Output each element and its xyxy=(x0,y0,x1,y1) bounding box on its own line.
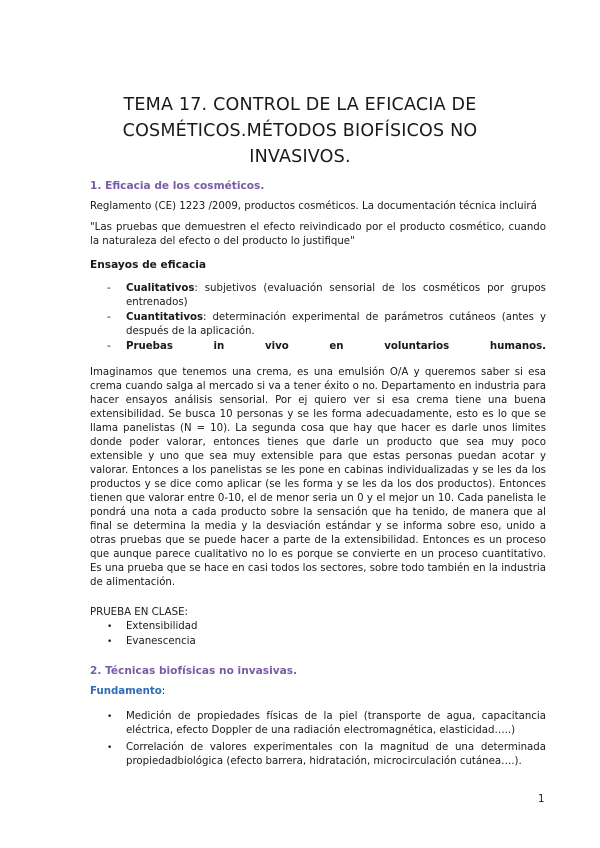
regulation-quote: "Las pruebas que demuestren el efecto reivindicado por el producto cosmético, cuando la naturaleza del efecto o del producto lo justifique" xyxy=(90,222,546,247)
prueba-item-text: Extensibilidad xyxy=(126,621,198,632)
prueba-item xyxy=(90,620,546,634)
ensayo-term: Cuantitativos xyxy=(126,312,204,323)
fundamento-colon: : xyxy=(161,686,166,697)
regulation-text: Reglamento (CE) 1223 /2009, productos cosméticos. La documentación técnica incluirá xyxy=(90,201,537,212)
example-paragraph: Imaginamos que tenemos una crema, es una emulsión O/A y queremos saber si esa crema cuando salga al mercado si va a tener éxito o no. Departamento en industria para hacer ensayos análisis sensorial. Por ej quiero ver si esa crema tiene una buena extensibilidad. Se busca 10 personas y se les forma adecuadamente, esto es lo que se llama panelistas (N = 10). La segunda cosa que hay que hacer es darle unos limites donde poder valorar, entonces tienes que darle un producto que sea muy poco extensible y uno que sea muy extensible para que estas personas puedan acotar y valorar. Entonces a los panelistas se les pone en cabinas individualizadas y se les da los productos y se dice como aplicar (se les forma y se les da los dos productos). Entonces tienen que valorar entre 0-10, el de menor seria un 0 y el mejor un 10. Cada panelista le pondrá una nota a cada producto sobre la sensación que ha tenido, de manera que al final se determina la media y la desviación estándar y se informa sobre eso, unido a otras pruebas que se puede hacer a parte de la extensibilidad. Entonces es un proceso que aunque parece cualitativo no lo es porque se convierte en un proceso cuantitativo. Es una prueba que se hace en casi todos los sectores, sobre todo también en la industria de alimentación. xyxy=(90,367,546,588)
title-line-3: INVASIVOS. xyxy=(249,147,351,167)
prueba-item-text: Evanescencia xyxy=(126,636,196,647)
fundamento-label: Fundamento xyxy=(90,686,162,697)
fundamento-item xyxy=(90,710,546,738)
bullet-marker: • xyxy=(107,712,113,722)
dash-marker: - xyxy=(107,341,111,352)
fundamento-list xyxy=(90,710,546,770)
fundamento-item xyxy=(90,741,546,769)
ensayo-term: Cualitativos xyxy=(126,283,195,294)
ensayo-item xyxy=(90,311,546,339)
prueba-item xyxy=(90,635,546,649)
prueba-list xyxy=(90,620,546,650)
section-2-heading: 2. Técnicas biofísicas no invasivas. xyxy=(90,665,298,677)
ensayos-heading: Ensayos de eficacia xyxy=(90,259,207,271)
ensayo-item xyxy=(90,340,546,354)
ensayo-text: : subjetivos (evaluación sensorial de los cosméticos por grupos entrenados) xyxy=(126,283,546,308)
ensayos-list xyxy=(90,282,546,355)
bullet-marker: • xyxy=(107,637,113,647)
bullet-marker: • xyxy=(107,622,113,632)
fundamento-item-text: Medición de propiedades físicas de la piel (transporte de agua, capacitancia eléctrica, efecto Doppler de una radiación electromagnética, elasticidad…..) xyxy=(126,711,546,736)
title-line-1: TEMA 17. CONTROL DE LA EFICACIA DE xyxy=(123,95,477,115)
dash-marker: - xyxy=(107,312,111,323)
page-number: 1 xyxy=(538,794,545,805)
bullet-marker: • xyxy=(107,743,113,753)
section-1-heading: 1. Eficacia de los cosméticos. xyxy=(90,180,265,192)
dash-marker: - xyxy=(107,283,111,294)
fundamento-line xyxy=(90,685,546,699)
ensayo-item xyxy=(90,282,546,310)
fundamento-item-text: Correlación de valores experimentales con la magnitud de una determinada propiedadbiológica (efecto barrera, hidratación, microcirculación cutánea….). xyxy=(126,742,546,767)
page-title xyxy=(60,92,540,170)
prueba-heading: PRUEBA EN CLASE: xyxy=(90,607,188,618)
ensayo-text: : determinación experimental de parámetros cutáneos (antes y después de la aplicación. xyxy=(126,312,546,337)
ensayo-term: Pruebas in vivo en voluntarios humanos. xyxy=(126,341,546,352)
title-line-2: COSMÉTICOS.MÉTODOS BIOFÍSICOS NO xyxy=(122,121,478,141)
